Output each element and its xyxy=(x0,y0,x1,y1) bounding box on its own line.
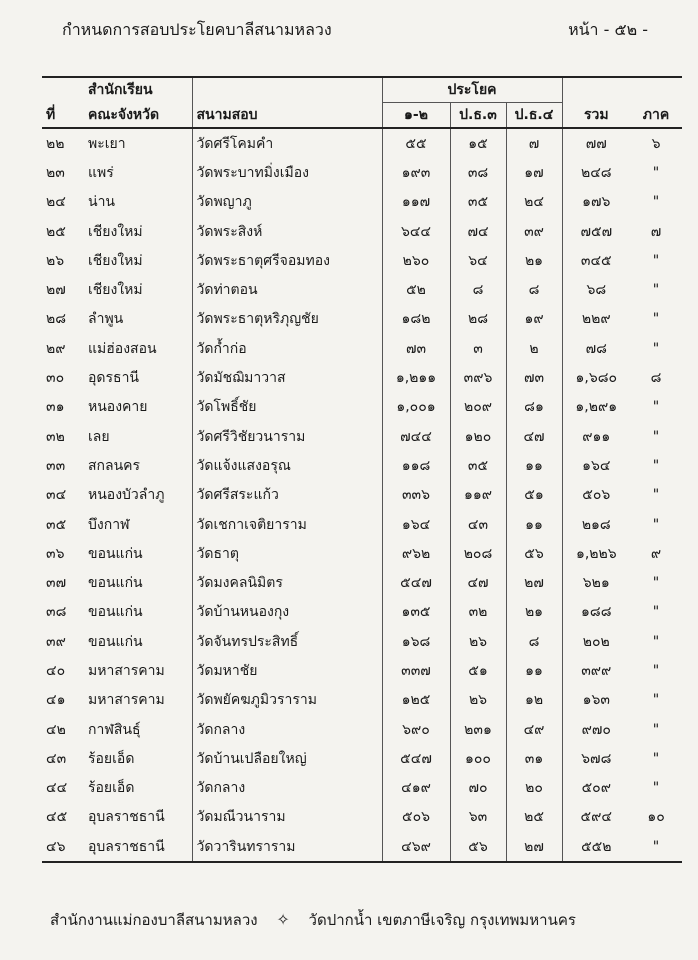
cell-venue: วัดท่าตอน xyxy=(192,275,382,304)
cell-region: " xyxy=(652,311,660,328)
cell-region: " xyxy=(652,194,660,211)
cell-no: ๓๒ xyxy=(46,428,65,445)
table-row xyxy=(42,422,682,451)
cell-region: " xyxy=(652,457,660,474)
table-row xyxy=(42,393,682,422)
cell-total: ๕๕๒ xyxy=(562,832,630,862)
cell-region: " xyxy=(652,721,660,738)
cell-p12: ๕๔๗ xyxy=(382,744,450,773)
table-row xyxy=(42,774,682,803)
cell-p12: ๑๖๔ xyxy=(382,510,450,539)
cell-venue: วัดเชกาเจติยาราม xyxy=(192,510,382,539)
cell-no: ๓๕ xyxy=(46,516,67,533)
cell-p12: ๓๓๗ xyxy=(382,656,450,685)
header-office-line1: สำนักเรียน xyxy=(88,82,153,99)
cell-p4: ๒๗ xyxy=(506,568,562,597)
cell-province: ขอนแก่น xyxy=(88,604,143,621)
cell-total: ๖๘ xyxy=(562,275,630,304)
cell-p3: ๒๘ xyxy=(450,305,506,334)
header-total: รวม xyxy=(562,103,630,129)
cell-no: ๔๓ xyxy=(46,750,67,767)
cell-region: " xyxy=(652,575,660,592)
cell-region: " xyxy=(652,399,660,416)
cell-province: ขอนแก่น xyxy=(88,575,143,592)
cell-p4: ๔๗ xyxy=(506,422,562,451)
cell-p3: ๑๕ xyxy=(450,128,506,158)
cell-region: " xyxy=(652,780,660,797)
cell-no: ๔๐ xyxy=(46,662,66,679)
cell-total: ๖๒๑ xyxy=(562,568,630,597)
cell-venue: วัดก้ำก่อ xyxy=(192,334,382,363)
cell-venue: วัดโพธิ์ชัย xyxy=(192,393,382,422)
cell-province: น่าน xyxy=(88,194,116,211)
cell-p4: ๘๑ xyxy=(506,393,562,422)
cell-venue: วัดศรีสระแก้ว xyxy=(192,481,382,510)
table-row xyxy=(42,832,682,862)
cell-p4: ๔๙ xyxy=(506,715,562,744)
cell-province: เชียงใหม่ xyxy=(88,252,143,269)
cell-region: " xyxy=(652,516,660,533)
cell-no: ๓๐ xyxy=(46,370,65,387)
cell-province: อุบลราชธานี xyxy=(88,838,165,855)
header-no: ที่ xyxy=(42,103,84,129)
cell-region: " xyxy=(652,662,660,679)
cell-total: ๑๗๖ xyxy=(562,188,630,217)
cell-p12: ๖๙๐ xyxy=(382,715,450,744)
cell-region: " xyxy=(652,750,660,767)
cell-p3: ๕๖ xyxy=(450,832,506,862)
cell-p4: ๓๙ xyxy=(506,217,562,246)
header-region: ภาค xyxy=(630,103,682,129)
cell-total: ๒๔๘ xyxy=(562,158,630,187)
cell-p4: ๒ xyxy=(506,334,562,363)
cell-venue: วัดพระสิงห์ xyxy=(192,217,382,246)
cell-venue: วัดกลาง xyxy=(192,715,382,744)
cell-p12: ๑๑๗ xyxy=(382,188,450,217)
cell-p3: ๗๐ xyxy=(450,774,506,803)
cell-total: ๗๕๗ xyxy=(562,217,630,246)
cell-region: ๖ xyxy=(651,135,661,152)
cell-venue: วัดจันทรประสิทธิ์ xyxy=(192,627,382,656)
cell-p4: ๒๐ xyxy=(506,774,562,803)
header-row-1 xyxy=(42,77,682,103)
cell-p4: ๑๑ xyxy=(506,656,562,685)
cell-region: ๘ xyxy=(650,370,662,387)
cell-p4: ๓๑ xyxy=(506,744,562,773)
table-row xyxy=(42,158,682,187)
cell-p3: ๘ xyxy=(450,275,506,304)
table-row xyxy=(42,334,682,363)
cell-p12: ๑,๒๑๑ xyxy=(382,363,450,392)
cell-p3: ๑๒๐ xyxy=(450,422,506,451)
table-row xyxy=(42,598,682,627)
cell-p12: ๙๖๒ xyxy=(382,539,450,568)
cell-no: ๒๗ xyxy=(46,282,66,299)
header-venue: สนามสอบ xyxy=(192,103,382,129)
cell-venue: วัดศรีวิชัยวนาราม xyxy=(192,422,382,451)
cell-province: ลำพูน xyxy=(88,311,124,328)
cell-total: ๑,๒๙๑ xyxy=(562,393,630,422)
table-row xyxy=(42,715,682,744)
table-row xyxy=(42,481,682,510)
cell-p3: ๒๐๙ xyxy=(450,393,506,422)
table-row xyxy=(42,275,682,304)
table-row xyxy=(42,539,682,568)
cell-venue: วัดธาตุ xyxy=(192,539,382,568)
cell-p4: ๕๖ xyxy=(506,539,562,568)
cell-province: เชียงใหม่ xyxy=(88,282,143,299)
cell-province: เลย xyxy=(88,428,110,445)
cell-venue: วัดมหาชัย xyxy=(192,656,382,685)
footer-office: สำนักงานแม่กองบาลีสนามหลวง xyxy=(50,911,258,929)
table-row xyxy=(42,568,682,597)
cell-p4: ๑๒ xyxy=(506,686,562,715)
cell-venue: วัดศรีโคมคำ xyxy=(192,128,382,158)
cell-venue: วัดพระบาทมิ่งเมือง xyxy=(192,158,382,187)
cell-p12: ๑,๐๐๑ xyxy=(382,393,450,422)
cell-venue: วัดบ้านเปลือยใหญ่ xyxy=(192,744,382,773)
cell-region: " xyxy=(652,252,660,269)
cell-p4: ๗๓ xyxy=(506,363,562,392)
cell-p4: ๒๕ xyxy=(506,803,562,832)
table-row xyxy=(42,188,682,217)
cell-p12: ๑๑๘ xyxy=(382,451,450,480)
cell-p3: ๓๒ xyxy=(450,598,506,627)
page-footer xyxy=(50,908,668,932)
table-body xyxy=(42,128,682,862)
cell-province: ร้อยเอ็ด xyxy=(88,780,135,797)
cell-total: ๑๖๔ xyxy=(562,451,630,480)
cell-province: สกลนคร xyxy=(88,457,141,474)
cell-total: ๖๗๘ xyxy=(562,744,630,773)
cell-region: " xyxy=(652,428,660,445)
exam-venue-table xyxy=(42,76,682,863)
cell-p12: ๑๙๓ xyxy=(382,158,450,187)
cell-total: ๑๘๘ xyxy=(562,598,630,627)
cell-venue: วัดมัชฌิมาวาส xyxy=(192,363,382,392)
table-row xyxy=(42,451,682,480)
cell-p3: ๓๘ xyxy=(450,158,506,187)
cell-no: ๒๘ xyxy=(46,311,67,328)
cell-province: ขอนแก่น xyxy=(88,633,143,650)
cell-no: ๒๕ xyxy=(46,223,66,240)
cell-p3: ๗๔ xyxy=(450,217,506,246)
cell-total: ๙๗๐ xyxy=(562,715,630,744)
cell-no: ๒๒ xyxy=(46,135,65,152)
cell-p3: ๖๔ xyxy=(450,246,506,275)
cell-no: ๓๖ xyxy=(46,545,65,562)
table-row xyxy=(42,686,682,715)
footer-address: วัดปากน้ำ เขตภาษีเจริญ กรุงเทพมหานคร xyxy=(308,911,576,929)
table-row xyxy=(42,246,682,275)
table-row xyxy=(42,217,682,246)
cell-p12: ๒๖๐ xyxy=(382,246,450,275)
cell-p12: ๕๕ xyxy=(382,128,450,158)
cell-region: " xyxy=(652,692,660,709)
cell-p12: ๗๓ xyxy=(382,334,450,363)
cell-p12: ๑๘๒ xyxy=(382,305,450,334)
cell-region: " xyxy=(652,604,660,621)
cell-region: " xyxy=(652,633,660,650)
cell-no: ๒๖ xyxy=(46,252,65,269)
cell-province: ร้อยเอ็ด xyxy=(88,750,135,767)
document-title: กำหนดการสอบประโยคบาลีสนามหลวง xyxy=(62,20,332,39)
cell-region: " xyxy=(652,164,660,181)
cell-p12: ๕๐๖ xyxy=(382,803,450,832)
cell-total: ๕๐๖ xyxy=(562,481,630,510)
table-row xyxy=(42,363,682,392)
header-p3: ป.ธ.๓ xyxy=(450,103,506,129)
cell-total: ๗๗ xyxy=(562,128,630,158)
cell-no: ๔๔ xyxy=(46,780,68,797)
cell-total: ๕๙๔ xyxy=(562,803,630,832)
cell-p3: ๒๖ xyxy=(450,686,506,715)
cell-p4: ๒๔ xyxy=(506,188,562,217)
cell-p4: ๑๙ xyxy=(506,305,562,334)
cell-no: ๓๓ xyxy=(46,457,66,474)
cell-no: ๓๗ xyxy=(46,575,67,592)
cell-province: มหาสารคาม xyxy=(88,692,165,709)
cell-p3: ๔๓ xyxy=(450,510,506,539)
cell-province: ขอนแก่น xyxy=(88,545,143,562)
cell-venue: วัดวารินทราราม xyxy=(192,832,382,862)
cell-province: เชียงใหม่ xyxy=(88,223,143,240)
cell-p3: ๕๑ xyxy=(450,656,506,685)
cell-no: ๓๑ xyxy=(46,399,65,416)
cell-p12: ๔๑๙ xyxy=(382,774,450,803)
cell-total: ๒๑๘ xyxy=(562,510,630,539)
cell-p12: ๔๖๙ xyxy=(382,832,450,862)
cell-province: อุบลราชธานี xyxy=(88,809,165,826)
cell-venue: วัดกลาง xyxy=(192,774,382,803)
cell-p12: ๑๖๘ xyxy=(382,627,450,656)
diamond-star-icon: ✧ xyxy=(276,910,290,929)
cell-province: อุดรธานี xyxy=(88,370,139,387)
table-row xyxy=(42,627,682,656)
cell-p4: ๗ xyxy=(506,128,562,158)
header-prayok: ประโยค xyxy=(382,77,562,103)
cell-p12: ๓๓๖ xyxy=(382,481,450,510)
cell-no: ๓๔ xyxy=(46,487,67,504)
cell-region: " xyxy=(652,282,660,299)
cell-p12: ๑๓๕ xyxy=(382,598,450,627)
cell-total: ๒๒๙ xyxy=(562,305,630,334)
table-row xyxy=(42,305,682,334)
cell-p3: ๒๓๑ xyxy=(450,715,506,744)
cell-total: ๑๖๓ xyxy=(562,686,630,715)
cell-p3: ๑๑๙ xyxy=(450,481,506,510)
cell-province: แม่ฮ่องสอน xyxy=(88,340,157,357)
table-row xyxy=(42,510,682,539)
cell-p4: ๑๑ xyxy=(506,451,562,480)
cell-p4: ๑๗ xyxy=(506,158,562,187)
cell-p12: ๕๒ xyxy=(382,275,450,304)
cell-total: ๓๙๙ xyxy=(562,656,630,685)
cell-p12: ๑๒๕ xyxy=(382,686,450,715)
cell-p3: ๔๗ xyxy=(450,568,506,597)
cell-p12: ๖๔๔ xyxy=(382,217,450,246)
cell-p4: ๒๑ xyxy=(506,598,562,627)
cell-p3: ๒๖ xyxy=(450,627,506,656)
cell-total: ๑,๖๘๐ xyxy=(562,363,630,392)
table-row xyxy=(42,128,682,158)
cell-venue: วัดมงคลนิมิตร xyxy=(192,568,382,597)
cell-p4: ๒๑ xyxy=(506,246,562,275)
cell-province: แพร่ xyxy=(88,164,114,181)
cell-region: " xyxy=(652,838,660,855)
cell-total: ๑,๒๒๖ xyxy=(562,539,630,568)
cell-total: ๗๘ xyxy=(562,334,630,363)
cell-p12: ๕๔๗ xyxy=(382,568,450,597)
table-row xyxy=(42,803,682,832)
header-p4: ป.ธ.๔ xyxy=(506,103,562,129)
cell-p3: ๖๓ xyxy=(450,803,506,832)
cell-venue: วัดแจ้งแสงอรุณ xyxy=(192,451,382,480)
header-p12: ๑-๒ xyxy=(382,103,450,129)
cell-region: ๑๐ xyxy=(647,809,665,826)
page-number: หน้า - ๕๒ - xyxy=(568,20,648,39)
cell-region: " xyxy=(652,487,660,504)
cell-total: ๕๐๙ xyxy=(562,774,630,803)
cell-total: ๒๐๒ xyxy=(562,627,630,656)
cell-p12: ๗๔๔ xyxy=(382,422,450,451)
cell-p3: ๓๙๖ xyxy=(450,363,506,392)
cell-no: ๔๑ xyxy=(46,692,66,709)
cell-region: " xyxy=(652,340,660,357)
cell-province: บึงกาฬ xyxy=(88,516,130,533)
cell-no: ๔๒ xyxy=(46,721,66,738)
cell-region: ๗ xyxy=(650,223,662,240)
cell-venue: วัดพญาภู xyxy=(192,188,382,217)
cell-province: กาฬสินธุ์ xyxy=(88,721,141,738)
cell-province: พะเยา xyxy=(88,135,126,152)
cell-no: ๒๓ xyxy=(46,164,65,181)
cell-p3: ๓ xyxy=(450,334,506,363)
cell-region: ๙ xyxy=(650,545,662,562)
cell-no: ๔๖ xyxy=(46,838,66,855)
header-row-2 xyxy=(42,103,682,129)
cell-venue: วัดพระธาตุหริภุญชัย xyxy=(192,305,382,334)
cell-venue: วัดมณีวนาราม xyxy=(192,803,382,832)
cell-no: ๓๘ xyxy=(46,604,67,621)
cell-p3: ๓๕ xyxy=(450,451,506,480)
page-header xyxy=(62,16,648,46)
cell-venue: วัดพยัคฆภูมิวราราม xyxy=(192,686,382,715)
table-row xyxy=(42,744,682,773)
cell-p4: ๘ xyxy=(506,275,562,304)
cell-no: ๓๙ xyxy=(46,633,66,650)
cell-p4: ๒๗ xyxy=(506,832,562,862)
cell-venue: วัดพระธาตุศรีจอมทอง xyxy=(192,246,382,275)
cell-province: มหาสารคาม xyxy=(88,662,165,679)
cell-p4: ๕๑ xyxy=(506,481,562,510)
cell-venue: วัดบ้านหนองกุง xyxy=(192,598,382,627)
cell-province: หนองคาย xyxy=(88,399,148,416)
cell-p4: ๘ xyxy=(506,627,562,656)
cell-total: ๓๔๕ xyxy=(562,246,630,275)
cell-p3: ๑๐๐ xyxy=(450,744,506,773)
cell-no: ๒๔ xyxy=(46,194,66,211)
cell-p4: ๑๑ xyxy=(506,510,562,539)
cell-no: ๒๙ xyxy=(46,340,66,357)
cell-total: ๙๑๑ xyxy=(562,422,630,451)
cell-province: หนองบัวลำภู xyxy=(88,487,165,504)
cell-p3: ๓๕ xyxy=(450,188,506,217)
cell-no: ๔๕ xyxy=(46,809,68,826)
table-row xyxy=(42,656,682,685)
header-office-line2: คณะจังหวัด xyxy=(84,103,192,129)
cell-p3: ๒๐๘ xyxy=(450,539,506,568)
